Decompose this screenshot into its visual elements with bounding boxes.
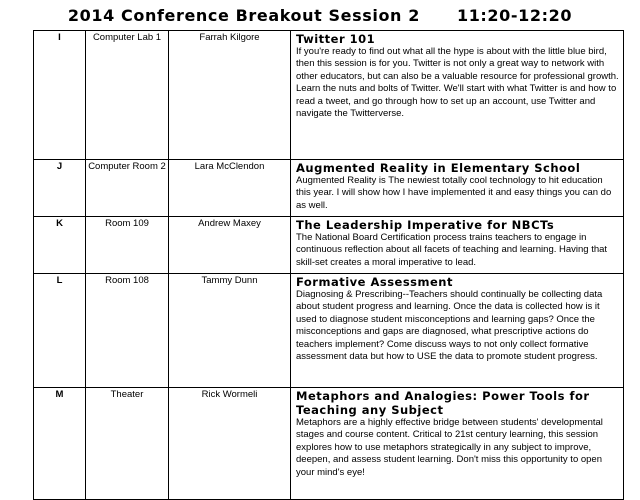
session-letter: J [34, 160, 86, 217]
table-row [34, 274, 624, 388]
table-row [34, 160, 624, 217]
session-description: The National Board Certification process trains teachers to engage in continuous reflection about all facets of teaching and learning. Having that skill-set creates a moral imperative to lead. [296, 232, 608, 268]
session-letter: M [34, 388, 86, 500]
sessions-table [33, 30, 624, 500]
session-room: Computer Room 2 [86, 160, 169, 217]
session-presenter: Lara McClendon [169, 160, 291, 217]
table-row [34, 388, 624, 500]
session-letter: K [34, 217, 86, 274]
session-letter: I [34, 31, 86, 160]
session-details [291, 217, 624, 274]
session-description: Metaphors are a highly effective bridge between students' developmental stages and course content. Critical to 21st century learning, this session explores how to use metaphors strategically in any subject to improve, deepen, and assess student learning. Don't miss this opportunity to open your mind's eye! [296, 417, 603, 478]
session-room: Room 109 [86, 217, 169, 274]
session-presenter: Andrew Maxey [169, 217, 291, 274]
table-row [34, 31, 624, 160]
session-title: Metaphors and Analogies: Power Tools for Teaching any Subject [296, 389, 590, 417]
session-presenter: Rick Wormeli [169, 388, 291, 500]
session-details [291, 31, 624, 160]
page-title: 2014 Conference Breakout Session 2 11:20-12:20 [67, 6, 573, 25]
session-room: Theater [86, 388, 169, 500]
session-description: If you're ready to find out what all the hype is about with the little blue bird, then this session is for you. Twitter is not only a great way to network with other educators, but can also be a valuable resource for professional growth. Learn the nuts and bolts of Twitter. We'll start with what Twitter is and how to read a tweet, and go through how to set up an account, use Twitter and navigate the Twitterverse. [296, 46, 619, 120]
session-room: Room 108 [86, 274, 169, 388]
session-details [291, 160, 624, 217]
session-title: Twitter 101 [296, 32, 376, 46]
session-title: Formative Assessment [296, 275, 453, 289]
session-description: Diagnosing & Prescribing--Teachers should continually be collecting data about student progress and learning. Once the data is collected how is it used to diagnose student misconceptions and learning gaps? Once the misconceptions and gaps are diagnosed, what prescriptive actions do teachers implement? Come discuss ways to not only collect formative assessment data but how to USE the data to promote student progress. [296, 289, 603, 363]
session-presenter: Tammy Dunn [169, 274, 291, 388]
table-row [34, 217, 624, 274]
session-details [291, 274, 624, 388]
session-room: Computer Lab 1 [86, 31, 169, 160]
session-letter: L [34, 274, 86, 388]
session-presenter: Farrah Kilgore [169, 31, 291, 160]
session-title: The Leadership Imperative for NBCTs [296, 218, 555, 232]
session-details [291, 388, 624, 500]
session-description: Augmented Reality is The newiest totally cool technology to hit education this year. I will show how I have implemented it and easy things you can do as well. [296, 175, 612, 211]
session-title: Augmented Reality in Elementary School [296, 161, 581, 175]
